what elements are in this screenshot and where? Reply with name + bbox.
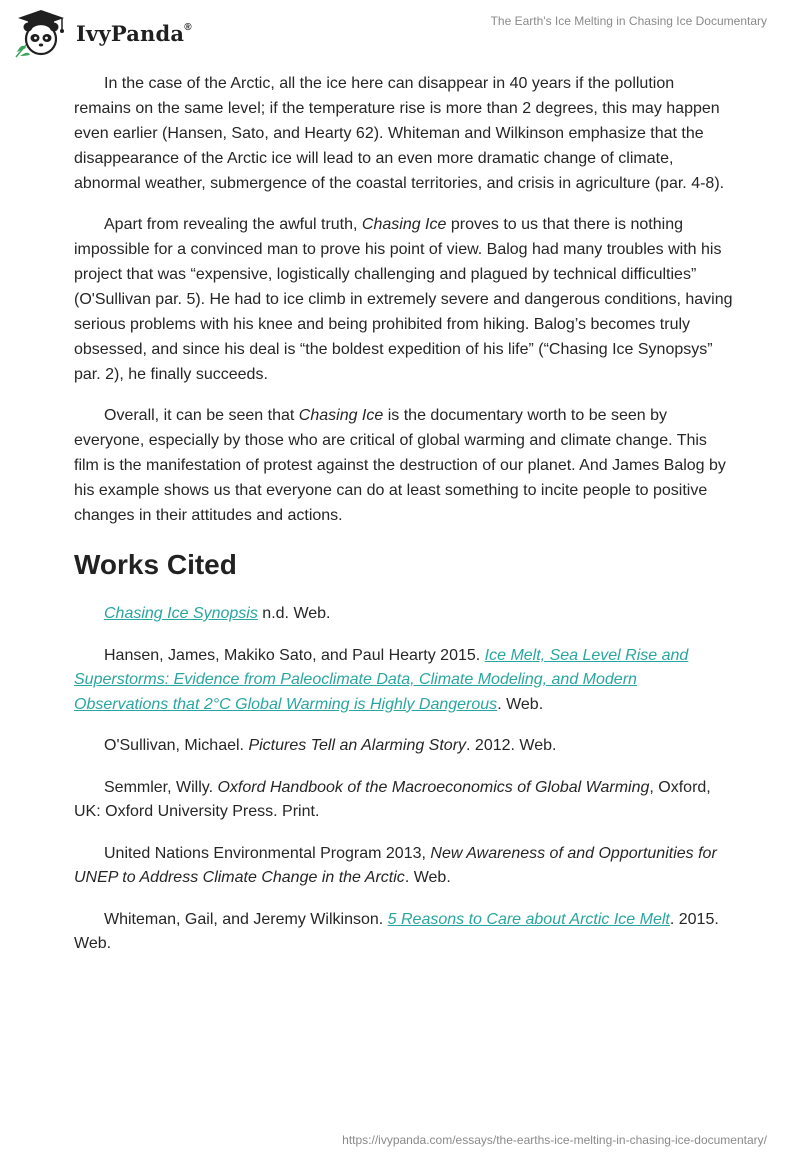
citation-semmler: Semmler, Willy. Oxford Handbook of the Macroeconomics of Global Warming, Oxford, UK: Oxford University Press. Print. [74,778,711,820]
citation-link[interactable]: Chasing Ice Synopsis [104,605,258,622]
citation-whiteman: Whiteman, Gail, and Jeremy Wilkinson. 5 Reasons to Care about Arctic Ice Melt. 2015. Web. [74,910,719,952]
works-cited-heading: Works Cited [74,549,237,580]
ivypanda-logo[interactable] [14,8,192,58]
source-url: https://ivypanda.com/essays/the-earths-ice-melting-in-chasing-ice-documentary/ [342,1133,767,1147]
body-paragraph-2: Apart from revealing the awful truth, Chasing Ice proves to us that there is nothing impossible for a convinced man to prove his point of view. Balog had many troubles with his project that was “expensive, logistically challenging and plagued by technical difficulties” (O'Sullivan par. 5). He had to ice climb in extremely severe and dangerous conditions, having serious problems with his knee and being prohibited from hiking. Balog’s becomes truly obsessed, and since his deal is “the boldest expedition of his life” (“Chasing Ice Synopsys” par. 2), he finally succeeds. [74,216,733,383]
film-title: Chasing Ice [298,407,384,424]
panda-graduate-icon [14,8,68,58]
logo-wordmark: IvyPanda® [76,20,192,46]
citation-chasing-ice-synopsis: Chasing Ice Synopsis n.d. Web. [104,605,331,622]
citation-link[interactable]: 5 Reasons to Care about Arctic Ice Melt [387,910,670,928]
citation-link[interactable]: Ice Melt, Sea Level Rise and Superstorms: Evidence from Paleoclimate Data, Climate Modeling, and Modern Observations that 2°C Global Warming is Highly Dangerous [74,646,689,713]
page-header [0,0,800,70]
body-paragraph-3: Overall, it can be seen that Chasing Ice is the documentary worth to be seen by everyone, especially by those who are critical of global warming and climate change. This film is the manifestation of protest against the destruction of our planet. And James Balog by his example shows us that everyone can do at least something to incite people to positive changes in their attitudes and actions. [74,407,726,524]
film-title: Chasing Ice [361,216,447,233]
essay-content [74,71,734,974]
body-paragraph-1: In the case of the Arctic, all the ice here can disappear in 40 years if the pollution remains on the same level; if the temperature rise is more than 2 degrees, this may happen even earlier (Hansen, Sato, and Hearty 62). Whiteman and Wilkinson emphasize that the disappearance of the Arctic ice will lead to an even more dramatic change of climate, abnormal weather, submergence of the coastal territories, and crisis in agriculture (par. 4-8). [74,75,725,192]
citation-hansen: Hansen, James, Makiko Sato, and Paul Hearty 2015. Ice Melt, Sea Level Rise and Superstorms: Evidence from Paleoclimate Data, Climate Modeling, and Modern Observations that 2°C Global Warming is Highly Dangerous. Web. [74,646,689,713]
citation-osullivan: O'Sullivan, Michael. Pictures Tell an Alarming Story. 2012. Web. [104,737,557,754]
citation-unep: United Nations Environmental Program 2013, New Awareness of and Opportunities for UNEP to Address Climate Change in the Arctic. Web. [74,844,717,886]
document-title: The Earth's Ice Melting in Chasing Ice Documentary [490,14,767,28]
